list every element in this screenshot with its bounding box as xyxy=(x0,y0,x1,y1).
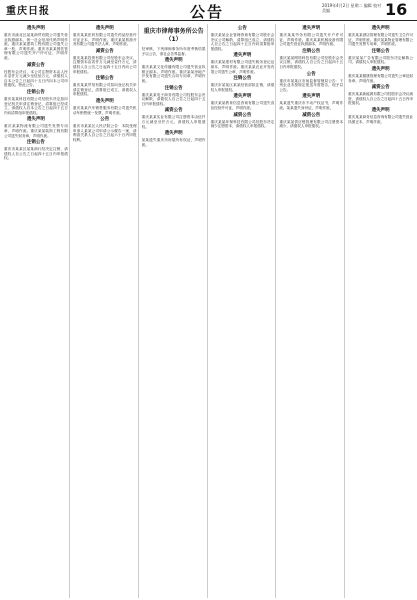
notice-heading: 遗失声明 xyxy=(302,26,321,31)
notice-heading: 遗失声明 xyxy=(164,131,183,137)
notice-body: 重庆某某供应链管理有限公司注册资本减少，请债权人申报债权。 xyxy=(279,119,344,129)
notice xyxy=(142,58,206,83)
notice xyxy=(348,49,413,65)
notice-body: 重庆某某环保科技有限公司经股东决定减少注册资本，请债权人申报债权。 xyxy=(210,119,275,129)
notice-body: 重庆市某某区人民法院公告：本院受理申请人某某公司申请公示催告一案，请利害关系人自公告之日起六十日内申报权利。 xyxy=(72,124,137,142)
notice-heading: 注销公告 xyxy=(26,89,45,95)
notice-heading: 减资公告 xyxy=(164,108,183,114)
notice-body: 重庆市某某区市场监督管理局公告：下列企业未按规定报送年度报告，现予以公告。 xyxy=(279,78,344,92)
notice xyxy=(4,26,68,61)
notice xyxy=(211,26,275,51)
notice xyxy=(142,28,206,56)
notice-body: 重庆某某建材有限公司遗失税务登记证副本，声明作废。重庆某某农业开发有限公司遗失公章，声明作废。 xyxy=(210,60,275,74)
notice xyxy=(4,117,68,138)
notice-body: 重庆市某某区某某经营部拟注销，请债权人申报债权。 xyxy=(210,83,275,92)
notice-heading: 注销公告 xyxy=(371,48,390,54)
notice xyxy=(73,49,137,74)
newspaper-logo: 重庆日报 xyxy=(6,6,50,17)
notice-columns xyxy=(4,24,414,598)
notice xyxy=(279,26,343,47)
notice-body: 重庆市某某区某某商行经决定注销，请债权人自公告之日起四十五日内申报债权。 xyxy=(4,147,68,161)
notice-heading: 注销公告 xyxy=(164,85,183,91)
notice-body: 重庆某某教育信息咨询有限公司遗失食品经营许可证，声明作废。 xyxy=(210,101,275,110)
notice-heading: 减资公告 xyxy=(302,112,321,118)
notice xyxy=(279,49,343,70)
notice-body: 重庆市渝北区某某商贸有限公司遗失营业执照副本，统一社会信用代码声明作废。重庆某某建筑工程有限公司遗失公章一枚，声明作废。重庆市某某餐饮管理有限公司遗失开户许可证，声明作废。 xyxy=(4,33,68,60)
notice-body: 重庆某某新能源有限公司经股东会决议减资，请债权人自公告之日起四十五日内申报债权。 xyxy=(348,92,413,106)
notice-heading: 公告 xyxy=(100,117,110,123)
notice xyxy=(279,94,343,110)
notice-body: 重庆某某科技有限公司经股东决定拟向登记机关申请注销登记，清算组已经成立，请债权人自本公告之日起四十五日内向清算组申报债权。 xyxy=(4,96,68,115)
notice xyxy=(211,113,275,129)
notice-body: 经股东会决议，本公司注册资本由人民币壹仟万元减少至伍佰万元，请债权人自本公告之日起四十五日内向本公司申报债权。特此公告。 xyxy=(4,69,68,88)
notice xyxy=(348,108,413,124)
page-number: 16 xyxy=(385,0,408,19)
notice-body: 经审核，下列律师事务所年度考核结果予以公告，请社会各界监督。 xyxy=(141,47,206,56)
notice-body: 重庆某某汽车销售服务有限公司遗失机动车销售统一发票，声明作废。 xyxy=(72,105,137,115)
notice-body: 重庆某某劳务有限公司遗失开户许可证，声明作废。重庆某某机械设备有限公司遗失营业执照副本，声明作废。 xyxy=(279,33,344,47)
notice-heading: 遗失声明 xyxy=(371,107,390,113)
notice-body: 重庆某某物流有限公司遗失发票专用章，声明作废。重庆某某装饰工程有限公司遗失财务章，声明作废。 xyxy=(4,124,68,138)
notice-heading: 减资公告 xyxy=(233,112,252,118)
column-3 xyxy=(142,24,208,598)
notice-heading: 注销公告 xyxy=(302,48,321,54)
notice xyxy=(73,99,137,115)
notice xyxy=(73,76,137,97)
notice-heading: 减资公告 xyxy=(26,62,45,68)
notice-heading: 遗失声明 xyxy=(371,26,390,31)
notice-heading: 公告 xyxy=(306,71,316,77)
notice xyxy=(279,113,343,129)
masthead xyxy=(0,0,417,21)
notice-heading: 注销公告 xyxy=(233,76,252,82)
section-title: 公告 xyxy=(190,3,225,21)
notice-body: 重庆某某网络科技有限公司经股东会决议注销，请债权人自公告之日起四十五日内申报债权。 xyxy=(279,55,344,69)
notice-heading: 遗失声明 xyxy=(302,94,321,100)
notice xyxy=(348,26,413,47)
notice xyxy=(279,72,343,93)
notice-heading: 公告 xyxy=(237,26,247,31)
notice-body: 重庆某某实业有限公司注册资本由伍仟万元减至叁仟万元，请债权人申报债权。 xyxy=(141,115,206,129)
notice xyxy=(211,53,275,74)
notice-body: 重庆某某电子商务有限公司经股东会决议解散，请债权人自公告之日起四十五日内申报债权。 xyxy=(141,92,206,106)
notice-body: 重庆某某酒店管理有限公司遗失卫生许可证，声明作废。重庆某某物业管理有限公司遗失发票专用章，声明作废。 xyxy=(348,33,413,47)
notice-heading: 遗失声明 xyxy=(95,98,114,104)
notice-heading: 减资公告 xyxy=(95,48,114,54)
notice-body: 某某遗失重庆市不动产权证书，声明作废。某某遗失身份证，声明作废。 xyxy=(279,101,344,110)
notice-heading: 遗失声明 xyxy=(95,26,114,31)
notice-heading: 减资公告 xyxy=(371,85,390,91)
notice xyxy=(211,76,275,92)
notice-body: 重庆某某广告有限公司股东决定解散公司，请债权人申报债权。 xyxy=(348,55,413,65)
notice-body: 重庆某某投资有限公司经股东会决议，注册资本由贰仟万元减至壹仟万元，请债权人自公告之日起四十五日内向公司申报债权。 xyxy=(72,55,137,74)
notice-body: 重庆某某文化传播有限公司遗失营业执照正副本，声明作废。重庆某某房地产开发有限公司遗失合同专用章，声明作废。 xyxy=(141,65,206,83)
notice xyxy=(4,63,68,88)
notice xyxy=(73,26,137,47)
notice-heading: 注销公告 xyxy=(95,76,114,82)
notice-body: 重庆某某企业管理咨询有限公司股东会决议公司解散，清算组已成立，请债权人自公告之日起四十五日内向清算组申报债权。 xyxy=(210,33,275,51)
notice xyxy=(142,86,206,107)
column-6 xyxy=(348,24,414,598)
column-1 xyxy=(4,24,70,598)
notice xyxy=(348,85,413,106)
notice-heading: 遗失声明 xyxy=(233,53,252,59)
notice-heading: 遗失声明 xyxy=(26,26,45,31)
notice xyxy=(4,140,68,161)
column-5 xyxy=(279,24,345,598)
notice xyxy=(4,90,68,115)
column-2 xyxy=(73,24,139,598)
notice-heading: 遗失声明 xyxy=(371,66,390,72)
notice-heading: 注销公告 xyxy=(26,140,45,146)
notice xyxy=(142,108,206,129)
notice-body: 重庆某某医药有限公司遗失药品经营许可证正本，声明作废。重庆某某旅游开发有限公司遗失法人章，声明作废。 xyxy=(72,33,137,47)
column-4 xyxy=(211,24,277,598)
notice xyxy=(142,131,206,147)
notice-body: 重庆某某商务信息咨询有限公司遗失营业执照正本，声明作废。 xyxy=(348,114,413,124)
notice-heading: 遗失声明 xyxy=(164,58,183,64)
notice-body: 重庆某某贸易有限公司拟向登记机关申请注销登记，清算组已成立，请债权人申报债权。 xyxy=(72,83,137,97)
notice xyxy=(348,67,413,83)
notice-body: 某某遗失重庆市房屋所有权证，声明作废。 xyxy=(141,138,206,147)
notice-heading: 遗失声明 xyxy=(26,117,45,123)
notice-heading: 重庆市律师事务所公告（1） xyxy=(143,28,204,43)
notice-body: 重庆某某健康管理有限公司遗失公章及财务章，声明作废。 xyxy=(348,73,413,83)
notice-heading: 遗失声明 xyxy=(233,94,252,100)
dateline: 2019年4月2日 星期二 编辑 校对 美编 xyxy=(322,3,382,13)
notice xyxy=(73,117,137,142)
notice xyxy=(211,94,275,110)
